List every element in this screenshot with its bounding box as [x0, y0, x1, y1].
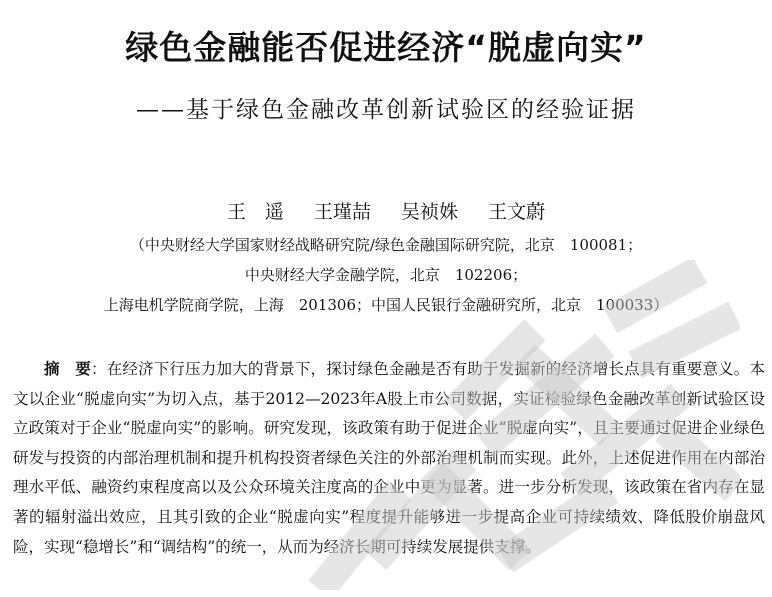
paper-subtitle: ——基于绿色金融改革创新试验区的经验证据 — [136, 97, 636, 123]
author-list — [0, 198, 772, 226]
affiliation-line: 中央财经大学金融学院，北京 102206； — [244, 266, 528, 284]
paper-title: 绿色金融能否促进经济“脱虚向实” — [125, 28, 647, 67]
affiliation-line: （中央财经大学国家财经战略研究院/绿色金融国际研究院，北京 100081； — [129, 236, 643, 254]
abstract — [13, 355, 765, 562]
affiliation-line: 上海电机学院商学院，上海 201306；中国人民银行金融研究所，北京 100033） — [103, 296, 669, 314]
author-name: 王 遥 — [226, 201, 284, 223]
abstract-text: ：在经济下行压力加大的背景下，探讨绿色金融是否有助于发掘新的经济增长点具有重要意义。本文以企业“脱虚向实”为切入点，基于2012—2023年A股上市公司数据，实证检验绿色金融改革创新试验区设立政策对于企业“脱虚向实”的影响。研究发现，该政策有助于促进企业“脱虚向实”，且主要通过促进企业绿色研发与投资的内部治理机制和提升机构投资者绿色关注的外部治理机制而实现。此外，上述促进作用在内部治理水平低、融资约束程度高以及公众环境关注度高的企业中更为显著。进一步分析发现，该政策在省内存在显著的辐射溢出效应，且其引致的企业“脱虚向实”程度提升能够进一步提高企业可持续绩效、降低股价崩盘风险，实现“稳增长”和“调结构”的统一，从而为经济长期可持续发展提供支撑。 — [13, 360, 765, 556]
abstract-label: 摘 要 — [44, 360, 92, 378]
author-name: 王文蔚 — [488, 201, 546, 223]
author-name: 吴祯姝 — [401, 201, 459, 223]
author-name: 王瑾喆 — [313, 201, 371, 223]
